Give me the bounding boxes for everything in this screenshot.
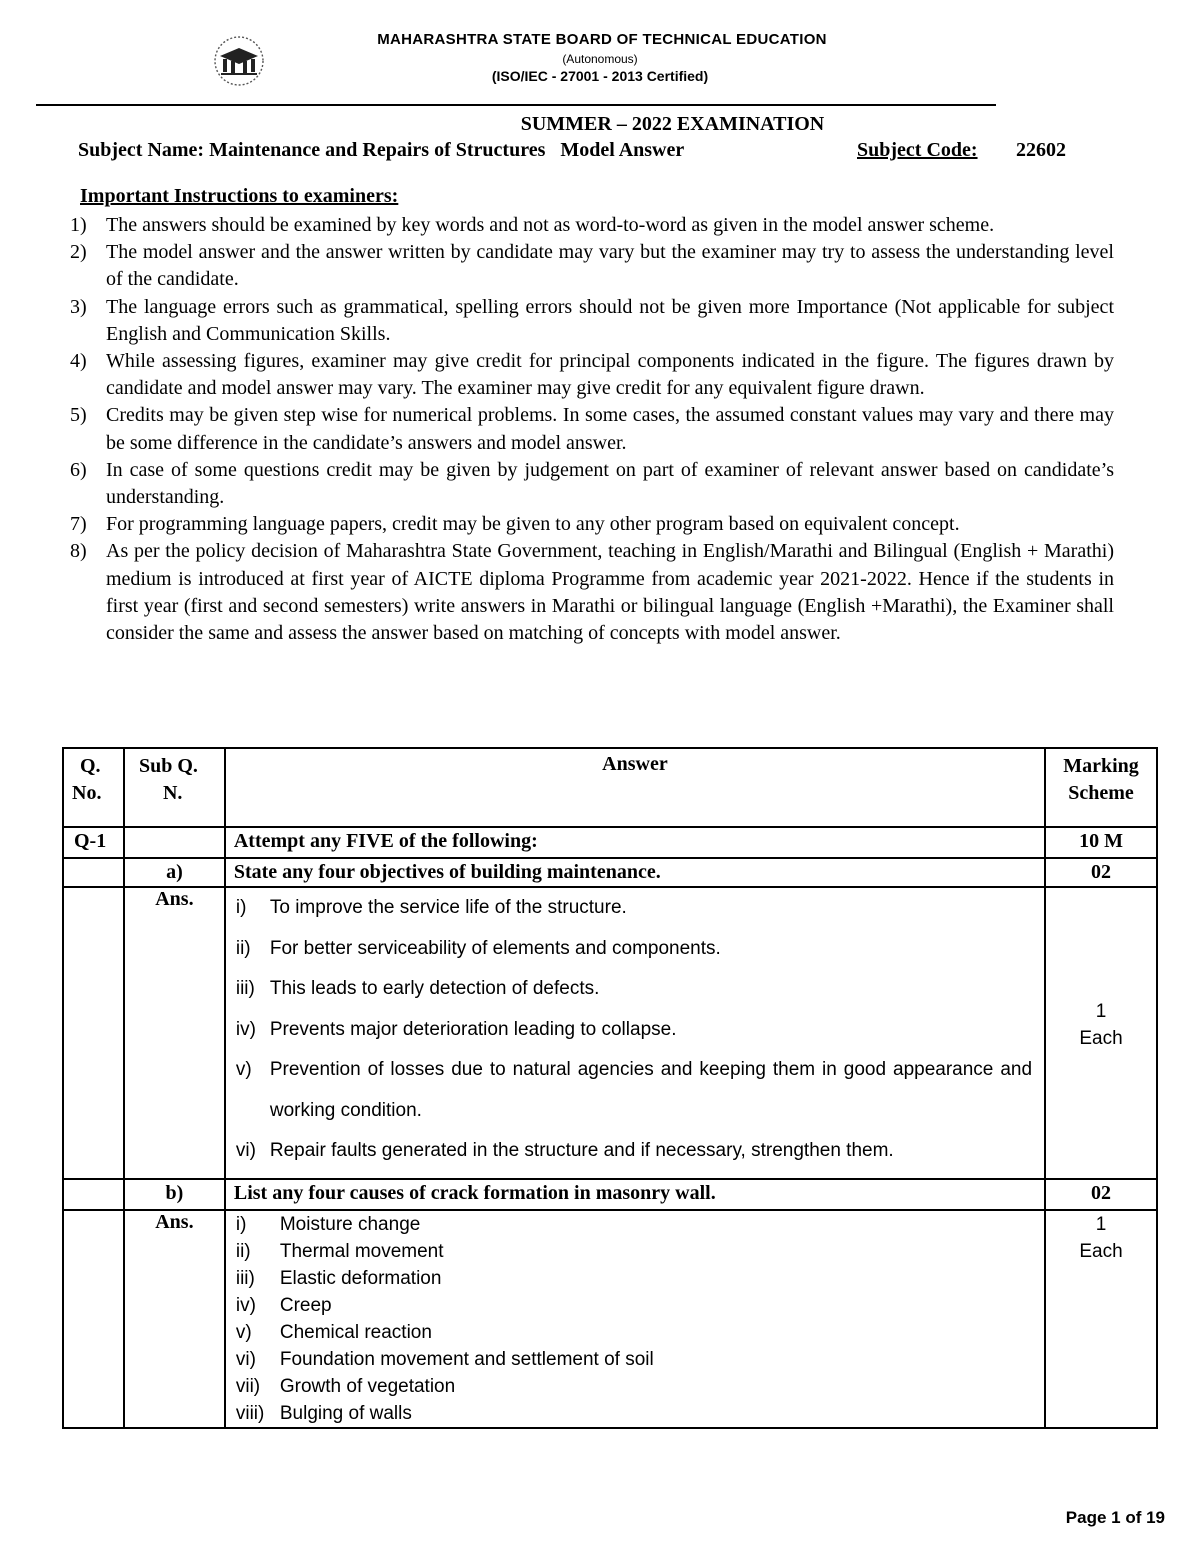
qa-answer-item [236, 969, 1032, 1010]
qa-answer-item-number: vi) [235, 1140, 256, 1161]
qb-answer-item-number: v) [235, 1321, 252, 1343]
qb-answer-item [236, 1211, 1034, 1238]
subject-code-label: Subject Code: [857, 139, 978, 161]
qa-answer-item-number: v) [235, 1059, 252, 1080]
qa-ans-label: Ans. [124, 887, 225, 1179]
qb-answer-item-text: Thermal movement [279, 1240, 444, 1262]
instruction-item-text: Credits may be given step wise for numerical problems. In some cases, the assumed constant values may vary and there may be some difference in the candidate’s answers and model answer. [106, 404, 1114, 454]
qa-answer-item [236, 1050, 1032, 1131]
qb-answer-item [236, 1238, 1034, 1265]
qa-answer-item [236, 1010, 1032, 1051]
qb-sub-number: b) [124, 1179, 225, 1210]
header-q-no: Q. No. [63, 748, 124, 827]
instruction-item [70, 538, 1114, 647]
instruction-item-text: The language errors such as grammatical, spelling errors should not be given more Importance (Not applicable for subject English and Communication Skills. [106, 295, 1114, 345]
instruction-item-number: 5) [70, 404, 87, 427]
qb-answer-item [236, 1319, 1034, 1346]
qa-marking: 1 Each [1045, 887, 1157, 1179]
qa-question: State any four objectives of building maintenance. [225, 858, 1045, 887]
qa-answer-item [236, 888, 1032, 929]
qb-ans-label: Ans. [124, 1210, 225, 1428]
qb-marking: 1 Each [1045, 1210, 1157, 1428]
qb-answer-list [236, 1211, 1034, 1427]
instruction-item-number: 3) [70, 295, 87, 318]
q1-number: Q-1 [63, 827, 124, 858]
subject-code: 22602 [1016, 139, 1066, 161]
instruction-item-number: 7) [70, 513, 87, 536]
page-number: Page 1 of 19 [1065, 1508, 1165, 1527]
qb-answer-item-number: iv) [235, 1294, 256, 1316]
qb-answer-item [236, 1265, 1034, 1292]
instruction-item [70, 348, 1114, 402]
qa-row [63, 858, 1157, 887]
instruction-item-text: The model answer and the answer written by candidate may vary but the examiner may try to assess the understanding level of the candidate. [106, 241, 1114, 291]
qa-answer-item-number: iii) [235, 978, 255, 999]
qa-answer-item-text: Prevents major deterioration leading to collapse. [269, 1018, 677, 1040]
subject-name: Subject Name: Maintenance and Repairs of Structures Model Answer [78, 139, 685, 161]
subject-row [78, 139, 1128, 162]
qb-answer-item-number: ii) [235, 1240, 251, 1262]
instruction-item-number: 1) [70, 214, 87, 236]
qa-answer-item-number: i) [235, 897, 247, 918]
qb-answer [225, 1210, 1045, 1428]
autonomous-label: (Autonomous) [562, 52, 638, 66]
header-answer: Answer [225, 748, 1045, 827]
qb-answer-item-text: Growth of vegetation [279, 1375, 456, 1397]
qa-answer-item-text: To improve the service life of the structure. [269, 897, 627, 918]
qb-marks: 02 [1045, 1179, 1157, 1210]
qa-answer-item-number: iv) [235, 1018, 256, 1040]
qb-answer-item [236, 1346, 1034, 1373]
exam-title: SUMMER – 2022 EXAMINATION [520, 113, 825, 135]
qa-answer-item-text: For better serviceability of elements and components. [269, 937, 721, 959]
qb-answer-item-number: iii) [235, 1267, 255, 1289]
qa-answer-list [236, 888, 1032, 1172]
qb-answer-item-text: Creep [279, 1294, 332, 1316]
instruction-item-number: 4) [70, 350, 87, 373]
qb-answer-row [63, 1210, 1157, 1428]
header-marking-scheme: Marking Scheme [1045, 748, 1157, 827]
qb-answer-item-text: Elastic deformation [279, 1267, 442, 1289]
header-divider [36, 104, 996, 106]
instruction-item-text: As per the policy decision of Maharashtra State Government, teaching in English/Marathi and Bilingual (English + Marathi) medium is introduced at first year of AICTE diploma Programme from academic year 2021-2022. Hence if the students in first year (first and second semesters) write answers in Marathi or bilingual language (English +Marathi), the Examiner shall consider the same and assess the answer based on matching of concepts with model answer. [106, 540, 1114, 645]
qa-sub-number: a) [124, 858, 225, 887]
q1-marks: 10 M [1045, 827, 1157, 858]
instructions-list [70, 212, 1114, 647]
qb-answer-item-number: i) [235, 1213, 247, 1235]
q1-instruction: Attempt any FIVE of the following: [225, 827, 1045, 858]
qb-question: List any four causes of crack formation in masonry wall. [225, 1179, 1045, 1210]
instructions-heading: Important Instructions to examiners: [80, 185, 399, 207]
qa-marks: 02 [1045, 858, 1157, 887]
qa-answer-item-text: This leads to early detection of defects. [269, 978, 600, 999]
qb-row [63, 1179, 1157, 1210]
table-header-row [63, 748, 1157, 827]
qa-answer-item-text: Repair faults generated in the structure and if necessary, strengthen them. [269, 1140, 894, 1161]
instruction-item [70, 457, 1114, 511]
qb-answer-item [236, 1373, 1034, 1400]
instruction-item-number: 2) [70, 241, 87, 264]
instruction-item [70, 511, 1114, 538]
instruction-item [70, 294, 1114, 348]
qb-answer-item [236, 1400, 1034, 1427]
qa-answer [225, 887, 1045, 1179]
qb-answer-item-text: Foundation movement and settlement of soil [279, 1348, 654, 1370]
qa-answer-row [63, 887, 1157, 1179]
qb-answer-item [236, 1292, 1034, 1319]
iso-certification: (ISO/IEC - 27001 - 2013 Certified) [491, 68, 709, 84]
qb-answer-item-text: Moisture change [279, 1213, 421, 1235]
qa-answer-item-number: ii) [235, 937, 251, 959]
qb-answer-item-text: Bulging of walls [279, 1402, 412, 1424]
instruction-item-text: The answers should be examined by key words and not as word-to-word as given in the model answer scheme. [106, 214, 995, 236]
qb-answer-item-number: viii) [235, 1402, 265, 1424]
instruction-item [70, 212, 1114, 239]
qa-answer-item-text: Prevention of losses due to natural agencies and keeping them in good appearance and working condition. [269, 1059, 1033, 1121]
instruction-item-text: While assessing figures, examiner may give credit for principal components indicated in the figure. The figures drawn by candidate and model answer may vary. The examiner may give credit for any equivalent figure drawn. [106, 350, 1114, 400]
instruction-item-text: In case of some questions credit may be given by judgement on part of examiner of relevant answer based on candidate’s understanding. [106, 458, 1114, 509]
instruction-item-number: 6) [70, 458, 87, 481]
instruction-item [70, 402, 1114, 456]
qa-answer-item [236, 1131, 1032, 1172]
instruction-item [70, 239, 1114, 293]
qb-answer-item-number: vi) [235, 1348, 256, 1370]
qb-answer-item-text: Chemical reaction [279, 1321, 432, 1343]
instruction-item-text: For programming language papers, credit may be given to any other program based on equivalent concept. [106, 513, 960, 536]
instruction-item-number: 8) [70, 540, 87, 563]
qb-answer-item-number: vii) [235, 1375, 261, 1397]
board-name: MAHARASHTRA STATE BOARD OF TECHNICAL EDUCATION [377, 31, 827, 48]
answer-table [62, 747, 1158, 1429]
q1-row [63, 827, 1157, 858]
qa-answer-item [236, 929, 1032, 970]
header-sub-q: Sub Q. N. [124, 748, 225, 827]
